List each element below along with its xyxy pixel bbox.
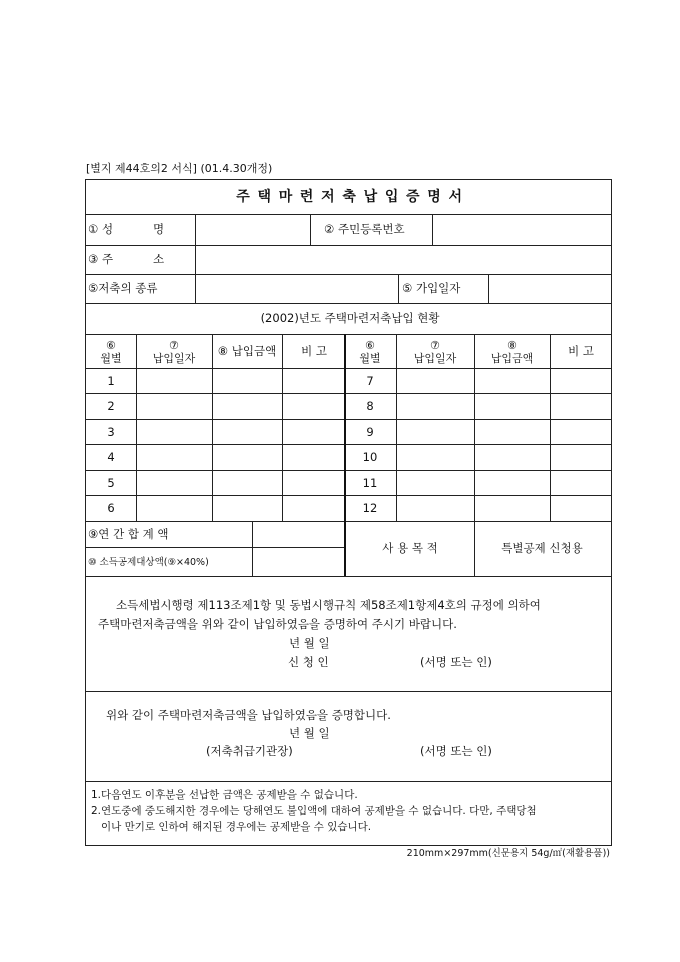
request-text-line1: 소득세법시행령 제113조제1항 및 동법시행규칙 제58조제1항제4호의 규정에 의하여	[116, 598, 541, 612]
request-date: 년 월 일	[289, 636, 330, 650]
month-cell-left: 4	[107, 450, 115, 464]
applicant-label: 신 청 인	[288, 655, 329, 669]
deduction-field[interactable]	[253, 548, 344, 576]
month-cell-left: 5	[107, 476, 115, 490]
certification-text: 위와 같이 주택마련저축금액을 납입하였음을 증명합니다.	[106, 708, 391, 722]
address-field[interactable]	[196, 246, 611, 274]
note-2-continued: 이나 만기로 인하여 해지된 경우에는 공제받을 수 있습니다.	[101, 821, 372, 833]
header-amount-right: ⑧ 납입금액	[490, 339, 534, 365]
annual-total-field[interactable]	[253, 522, 344, 547]
address-label: ③ 주	[88, 252, 114, 266]
name-label: ① 성	[88, 222, 114, 236]
month-cell-right: 7	[366, 374, 374, 388]
resident-id-label: ② 주민등록번호	[324, 222, 405, 236]
header-date-left: ⑦ 납입일자	[152, 339, 196, 365]
purpose-label: 사 용 목 적	[382, 541, 438, 555]
month-cell-left: 3	[107, 425, 115, 439]
month-cell-right: 9	[366, 425, 374, 439]
join-date-label: ⑤ 가입일자	[402, 281, 461, 295]
applicant-sign: (서명 또는 인)	[420, 655, 492, 669]
note-2: 2.연도중에 중도해지한 경우에는 당해연도 불입액에 대하여 공제받을 수 없습니다. 다만, 주택당첨	[91, 805, 537, 817]
annual-total-label: ⑨연 간 합 계 액	[88, 527, 169, 541]
purpose-value: 특별공제 신청용	[501, 541, 583, 555]
header-remarks-left: 비 고	[301, 344, 327, 358]
month-cell-right: 12	[362, 501, 378, 515]
address-label-suffix: 소	[153, 252, 165, 266]
status-title: (2002)년도 주택마련저축납입 현황	[260, 311, 440, 325]
form-reference: [별지 제44호의2 서식] (01.4.30개정)	[86, 162, 273, 175]
month-cell-right: 10	[362, 450, 378, 464]
month-cell-left: 1	[107, 374, 115, 388]
note-1: 1.다음연도 이후분을 선납한 금액은 공제받을 수 없습니다.	[91, 789, 358, 801]
header-date-right: ⑦ 납입일자	[413, 339, 457, 365]
savings-type-field[interactable]	[196, 275, 398, 303]
month-cell-right: 11	[362, 476, 378, 490]
header-amount-left: ⑧ 납입금액	[217, 344, 277, 358]
month-cell-left: 6	[107, 501, 115, 515]
month-cell-left: 2	[107, 399, 115, 413]
form-title: 주택마련저축납입증명서	[236, 189, 470, 205]
name-label-suffix: 명	[153, 222, 165, 236]
certification-date: 년 월 일	[289, 726, 330, 740]
paper-spec: 210mm×297mm(신문용지 54g/㎡(재활용품))	[406, 848, 610, 859]
institution-label: (저축취급기관장)	[206, 744, 293, 758]
institution-sign: (서명 또는 인)	[420, 744, 492, 758]
resident-id-field[interactable]	[433, 215, 611, 245]
name-field[interactable]	[196, 215, 310, 245]
month-cell-right: 8	[366, 399, 374, 413]
join-date-field[interactable]	[489, 275, 611, 303]
request-text-line2: 주택마련저축금액을 위와 같이 납입하였음을 증명하여 주시기 바랍니다.	[98, 617, 457, 631]
deduction-label: ⑩ 소득공제대상액(⑨×40%)	[88, 557, 209, 568]
header-remarks-right: 비 고	[568, 344, 594, 358]
savings-type-label: ⑤저축의 종류	[88, 281, 158, 295]
header-month-left: ⑥ 월별	[100, 339, 122, 365]
header-month-right: ⑥ 월별	[359, 339, 381, 365]
